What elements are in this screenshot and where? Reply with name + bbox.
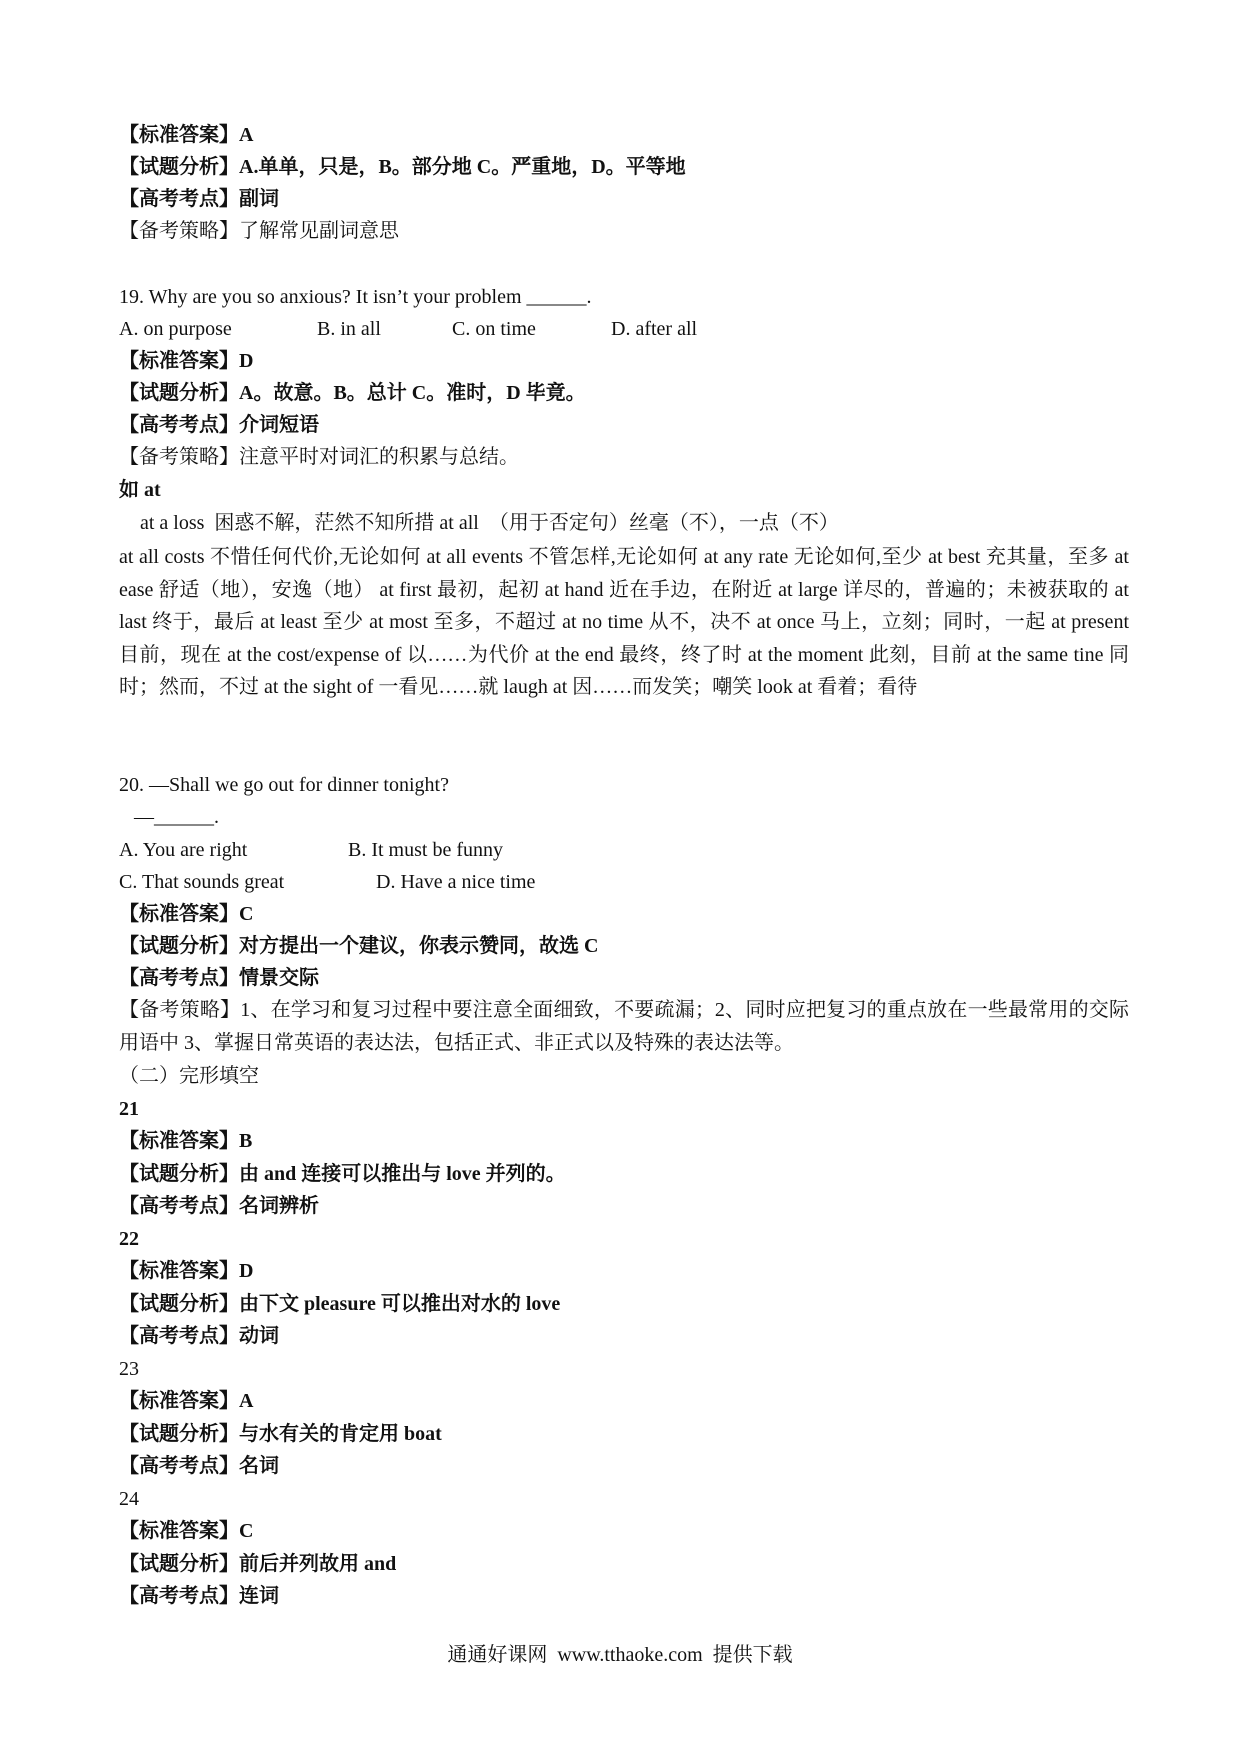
q22-analysis: 【试题分析】由下文 pleasure 可以推出对水的 love [119,1293,561,1315]
q23-exam-point: 【高考考点】名词 [119,1455,279,1477]
question-20: 20. —Shall we go out for dinner tonight? [119,774,449,796]
q20-blank: —______. [134,806,219,828]
example-line: at a loss 困惑不解，茫然不知所措 at all （用于否定句）丝毫（不），一点（不） [140,512,839,534]
strategy-line: 【备考策略】了解常见副词意思 [119,220,399,242]
q20-option-a: A. You are right [119,839,248,861]
q24-answer: 【标准答案】C [119,1520,254,1542]
q20-exam-point: 【高考考点】情景交际 [119,967,319,989]
q21-exam-point: 【高考考点】名词辨析 [119,1195,319,1217]
q24-analysis: 【试题分析】前后并列故用 and [119,1553,397,1575]
q20-option-c: C. That sounds great [119,871,285,893]
q19-option-a: A. on purpose [119,318,232,340]
analysis-line: 【试题分析】A.单单，只是，B。部分地 C。严重地，D。平等地 [119,156,686,178]
q19-option-b: B. in all [317,318,381,340]
q21-number: 21 [119,1098,139,1120]
q19-exam-point: 【高考考点】介词短语 [119,414,319,436]
q19-answer: 【标准答案】D [119,350,254,372]
q22-number: 22 [119,1228,139,1250]
q21-answer: 【标准答案】B [119,1130,253,1152]
q19-strategy: 【备考策略】注意平时对词汇的积累与总结。 [119,446,519,468]
q23-number: 23 [119,1358,139,1380]
q20-strategy: 【备考策略】1、在学习和复习过程中要注意全面细致，不要疏漏；2、同时应把复习的重点放在一些最常用的交际用语中 3、掌握日常英语的表达法，包括正式、非正式以及特殊的表达法等。 [119,999,1129,1054]
q19-option-d: D. after all [611,318,698,340]
q19-analysis: 【试题分析】A。故意。B。总计 C。准时，D 毕竟。 [119,382,586,404]
page-footer: 通通好课网 www.tthaoke.com 提供下载 [447,1644,793,1666]
q23-analysis: 【试题分析】与水有关的肯定用 boat [119,1423,442,1445]
q22-exam-point: 【高考考点】动词 [119,1325,279,1347]
q19-option-c: C. on time [452,318,536,340]
q21-analysis: 【试题分析】由 and 连接可以推出与 love 并列的。 [119,1163,566,1185]
q23-answer: 【标准答案】A [119,1390,254,1412]
answer-line: 【标准答案】A [119,124,254,146]
q20-analysis: 【试题分析】对方提出一个建议，你表示赞同，故选 C [119,935,599,957]
q20-answer: 【标准答案】C [119,903,254,925]
example-heading: 如 at [119,479,161,501]
q22-answer: 【标准答案】D [119,1260,254,1282]
q20-option-d: D. Have a nice time [376,871,536,893]
q20-option-b: B. It must be funny [348,839,503,861]
q24-exam-point: 【高考考点】连词 [119,1585,279,1607]
exam-point-line: 【高考考点】副词 [119,188,279,210]
phrase-list-paragraph: at all costs 不惜任何代价,无论如何 at all events 不管怎样,无论如何 at any rate 无论如何,至少 at best 充其量，至多 at ease 舒适（地），安逸（地） at first 最初，起初 at hand 近在手边，在附近 at large 详尽的，普遍的；未被获取的 at last 终于，最后 at least 至少 at most 至多，不超过 at no time 从不，决不 at once 马上，立刻；同时，一起 at present 目前，现在 at the cost/expense of 以……为代价 at the end 最终，终了时 at the moment 此刻，目前 at the same tine 同时；然而，不过 at the sight of 一看见……就 laugh at 因……而发笑；嘲笑 look at 看着；看待 [119,546,1129,699]
question-19: 19. Why are you so anxious? It isn’t your problem ______. [119,286,592,308]
section-title: （二）完形填空 [119,1065,259,1087]
q24-number: 24 [119,1488,139,1510]
